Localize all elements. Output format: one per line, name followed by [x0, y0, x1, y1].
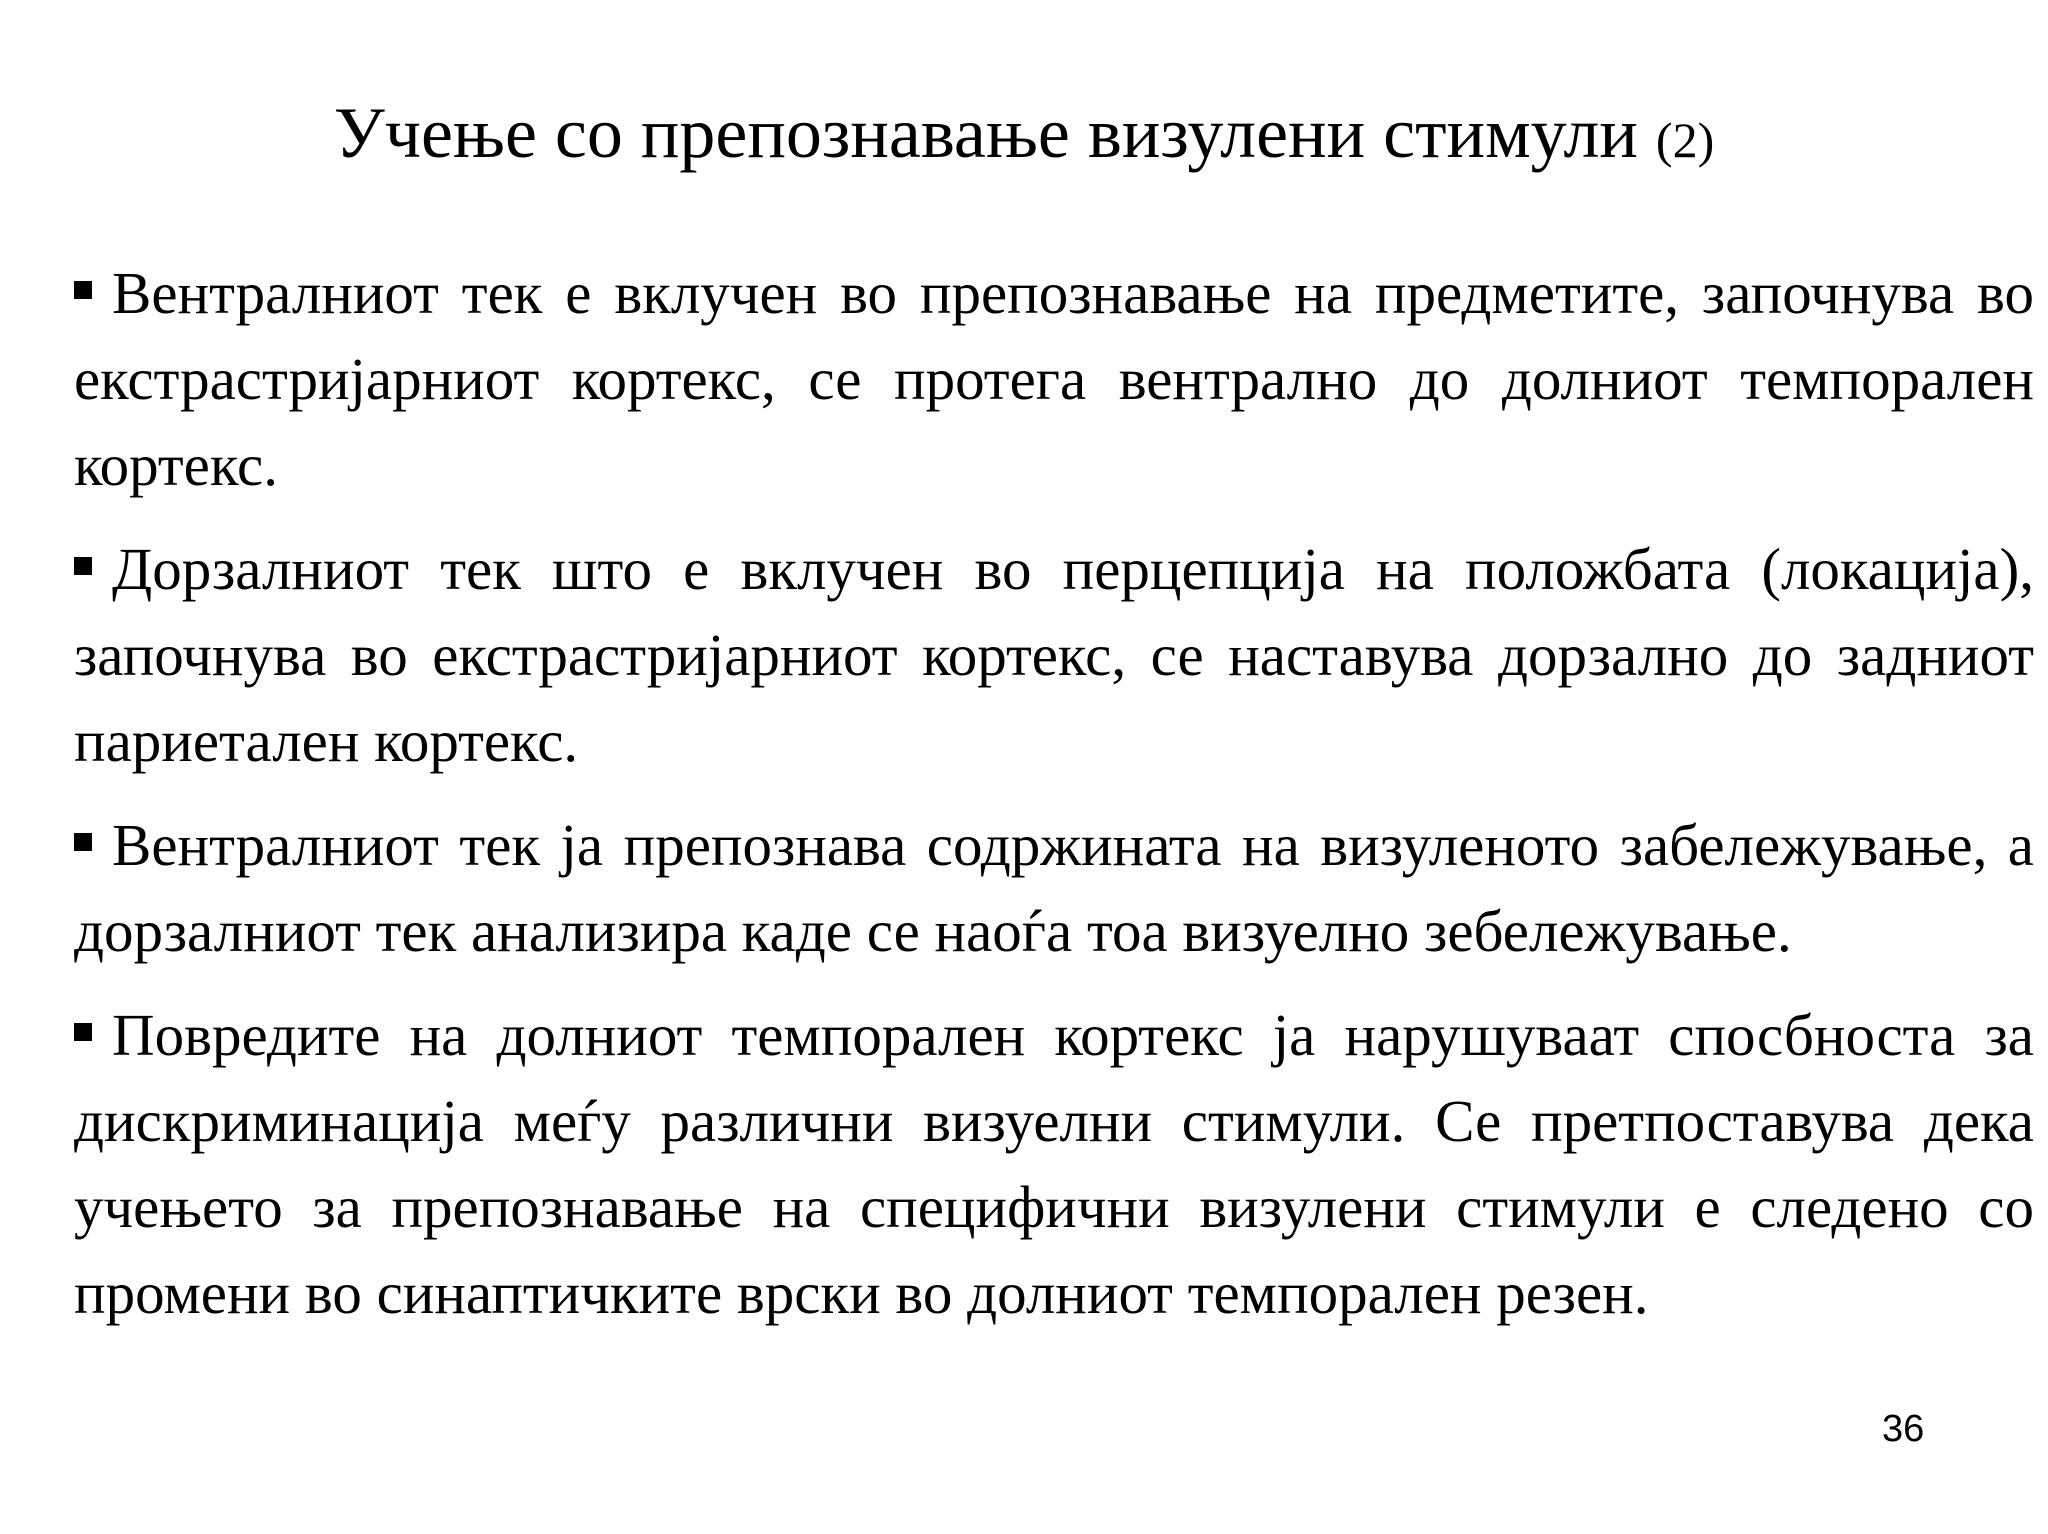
bullet-item-1: [74, 250, 2034, 508]
slide-title-text: Учење со препознавање визулени стимули: [333, 93, 1638, 173]
slide-title-suffix: (2): [1655, 112, 1715, 168]
bullet-list: [74, 250, 2034, 1354]
square-bullet-icon: [74, 281, 92, 299]
bullet-text-2: Дорзалниот тек што е вклучен во перцепција на положбата (локација), започнува во екстрастријарниот кортекс, се наставува дорзално до задниот париетален кортекс.: [74, 536, 2034, 774]
bullet-item-3: [74, 802, 2034, 974]
slide-title: [0, 88, 2048, 185]
square-bullet-icon: [74, 1023, 92, 1041]
square-bullet-icon: [74, 557, 92, 575]
bullet-item-2: [74, 526, 2034, 784]
bullet-text-4: Повредите на долниот темпорален кортекс ја нарушуваат спосбноста за дискриминација меѓу различни визуелни стимули. Се претпоставува дека учењето за препознавање на специфични визулени стимули е следено со промени во синаптичките врски во долниот темпорален резен.: [74, 1002, 2034, 1326]
square-bullet-icon: [74, 833, 92, 851]
bullet-text-3: Вентралниот тек ја препознава содржината на визуленото забележување, а дорзалниот тек анализира каде се наоѓа тоа визуелно зебележување.: [74, 812, 2034, 964]
bullet-item-4: [74, 992, 2034, 1336]
bullet-text-1: Вентралниот тек е вклучен во препознавање на предметите, започнува во екстрастријарниот кортекс, се протега вентрално до долниот темпорален кортекс.: [74, 260, 2034, 498]
page-number: 36: [1882, 1408, 1925, 1450]
